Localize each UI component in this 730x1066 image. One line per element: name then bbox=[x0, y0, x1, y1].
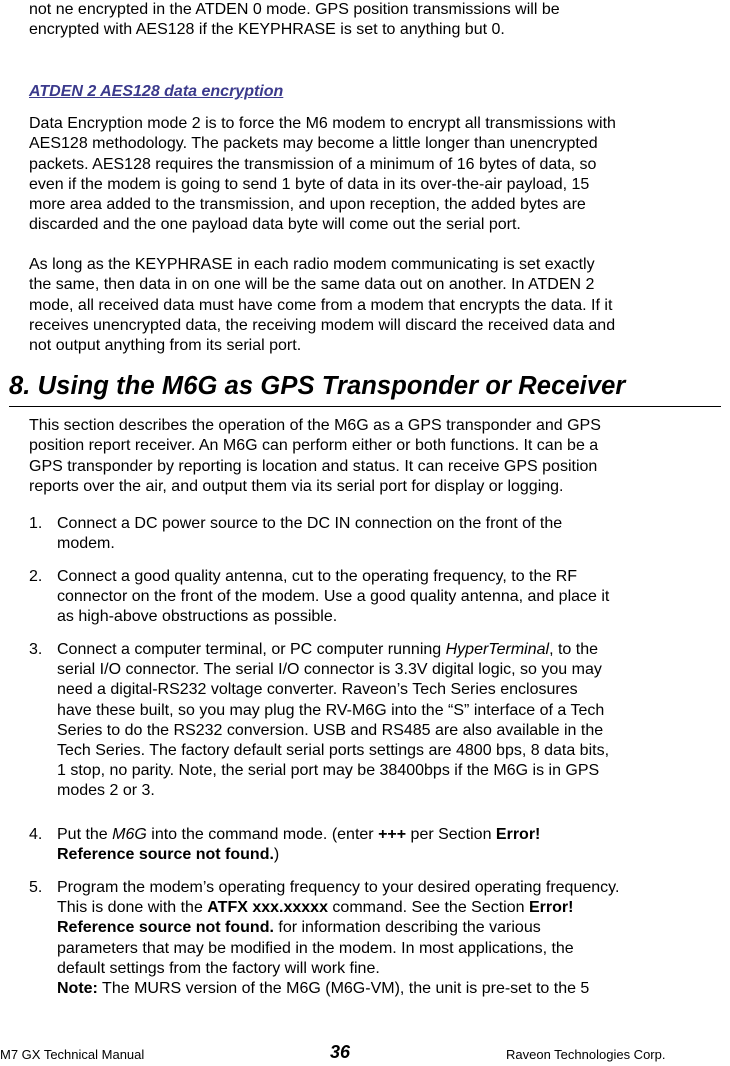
step-4 bbox=[29, 825, 726, 865]
step-2 bbox=[29, 567, 726, 628]
reference-error-text: Error! Reference source not found. bbox=[57, 826, 541, 864]
atfx-command-text: ATFX xxx.xxxxx bbox=[207, 899, 328, 917]
plus-command-text: +++ bbox=[378, 826, 407, 843]
footer-page-number: 36 bbox=[330, 1042, 351, 1062]
step-text bbox=[57, 640, 726, 802]
atden2-paragraph-1: Data Encryption mode 2 is to force the M6 modem to encrypt all transmissions with AES128 methodology. The packets may become a little longer than unencrypted packets. AES128 requires the transmission of a minimum of 16 bytes of data, so even if the modem is going to send 1 byte of data in its over-the-air payload, 15 more area added to the transmission, and upon reception, the added bytes are discarded and the one payload data byte will come out the serial port. bbox=[29, 115, 616, 234]
note-label: Note: bbox=[57, 980, 98, 998]
reference-error-text: Error! Reference source not found. bbox=[57, 899, 574, 937]
step-text: Connect a good quality antenna, cut to the operating frequency, to the RF connector on the front of the modem. Use a good quality antenna, and place it as high-above obstructions as possible. bbox=[57, 568, 610, 626]
step-text: Connect a DC power source to the DC IN connection on the front of the modem. bbox=[57, 515, 563, 553]
step-text bbox=[57, 878, 726, 999]
step-text-part: for information describing the various parameters that may be modified in the modem. In most applications, the default settings from the factory will work fine. bbox=[57, 919, 574, 977]
step-1 bbox=[29, 514, 726, 554]
step-text-part: Program the modem’s operating frequency to your desired operating frequency. This is done with the bbox=[57, 879, 620, 917]
section-heading: 8. Using the M6G as GPS Transponder or Receiver bbox=[9, 370, 721, 407]
section-intro-paragraph: This section describes the operation of the M6G as a GPS transponder and GPS position report receiver. An M6G can perform either or both functions. It can be a GPS transponder by reporting is location and status. It can receive GPS position reports over the air, and output them via its serial port for display or logging. bbox=[29, 417, 601, 495]
step-text-part: per Section bbox=[406, 826, 496, 843]
intro-paragraph: not ne encrypted in the ATDEN 0 mode. GPS position transmissions will be encrypted with AES128 if the KEYPHRASE is set to anything but 0. bbox=[29, 1, 560, 39]
footer-company: Raveon Technologies Corp. bbox=[506, 1047, 666, 1062]
step-5 bbox=[29, 878, 726, 999]
step-number: 5. bbox=[29, 879, 43, 896]
step-number: 1. bbox=[29, 515, 43, 532]
atden2-paragraph-2: As long as the KEYPHRASE in each radio modem communicating is set exactly the same, then data in on one will be the same data out on another. In ATDEN 2 mode, all received data must have come from a modem that encrypts the data. If it receives unencrypted data, the receiving modem will discard the received data and not output anything from its serial port. bbox=[29, 256, 616, 355]
step-text bbox=[57, 825, 726, 865]
step-number: 2. bbox=[29, 568, 43, 585]
step-text-part: The MURS version of the M6G (M6G-VM), the unit is pre-set to the 5 bbox=[97, 980, 590, 998]
step-number: 4. bbox=[29, 826, 43, 843]
step-3 bbox=[29, 640, 726, 802]
step-number: 3. bbox=[29, 641, 43, 658]
step-text-part: into the command mode. (enter bbox=[146, 826, 379, 843]
step-text-part: Connect a computer terminal, or PC computer running bbox=[57, 641, 446, 658]
step-text-part: ) bbox=[273, 846, 280, 864]
step-text-part: , to the serial I/O connector. The serial I/O connector is 3.3V digital logic, so you may need a digital-RS232 voltage converter. Raveon’s Tech Series enclosures have these built, so you may plug the RV-M6G into the “S” interface of a Tech Series to do the RS232 conversion. USB and RS485 are also available in the Tech Series. The factory default serial ports settings are 4800 bps, 8 data bits, 1 stop, no parity. Note, the serial port may be 38400bps if the M6G is in GPS modes 2 or 3. bbox=[57, 641, 610, 800]
hyperterminal-text: HyperTerminal bbox=[445, 641, 550, 658]
m6g-text: M6G bbox=[112, 826, 147, 843]
step-text-part: command. See the Section bbox=[327, 899, 529, 917]
footer-manual-title: M7 GX Technical Manual bbox=[0, 1047, 145, 1062]
atden2-heading: ATDEN 2 AES128 data encryption bbox=[29, 83, 284, 100]
step-text-part: Put the bbox=[57, 826, 113, 843]
